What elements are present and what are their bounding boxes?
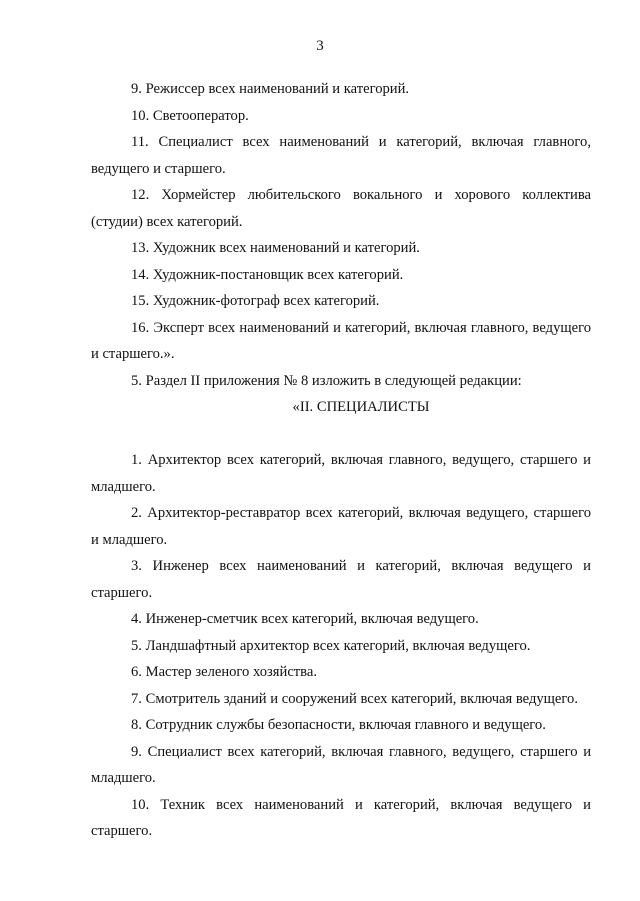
list-item: 11. Специалист всех наименований и категорий, включая главного, ведущего и старшего.: [91, 134, 591, 177]
page-number: 3: [316, 38, 324, 54]
list-item: 12. Хормейстер любительского вокального и хорового коллектива (студии) всех категорий.: [91, 187, 591, 230]
list-item: 8. Сотрудник службы безопасности, включая главного и ведущего.: [131, 717, 546, 733]
list-item: 6. Мастер зеленого хозяйства.: [131, 664, 318, 680]
list-item: 3. Инженер всех наименований и категорий, включая ведущего и старшего.: [91, 558, 591, 601]
list-item: 4. Инженер-сметчик всех категорий, включая ведущего.: [131, 611, 479, 627]
list-item: 9. Режиссер всех наименований и категорий.: [131, 81, 410, 97]
list-item: 7. Смотритель зданий и сооружений всех категорий, включая ведущего.: [131, 690, 578, 707]
list-item: 2. Архитектор-реставратор всех категорий, включая ведущего, старшего и младшего.: [91, 505, 591, 548]
list-item: 14. Художник-постановщик всех категорий.: [131, 266, 404, 283]
amendment-paragraph: 5. Раздел II приложения № 8 изложить в следующей редакции:: [131, 372, 522, 389]
document-body: [91, 76, 591, 845]
list-item: 5. Ландшафтный архитектор всех категорий, включая ведущего.: [131, 637, 531, 654]
section-spacer: [91, 421, 591, 448]
list-item: 13. Художник всех наименований и категорий.: [131, 240, 420, 256]
list-item: 10. Светооператор.: [131, 107, 249, 124]
section-heading: «II. СПЕЦИАЛИСТЫ: [292, 399, 430, 415]
list-item: 15. Художник-фотограф всех категорий.: [131, 293, 380, 309]
list-item: 1. Архитектор всех категорий, включая главного, ведущего, старшего и младшего.: [91, 452, 591, 495]
list-item: 10. Техник всех наименований и категорий, включая ведущего и старшего.: [91, 796, 591, 839]
list-item: 16. Эксперт всех наименований и категорий, включая главного, ведущего и старшего.».: [91, 319, 591, 362]
list-item: 9. Специалист всех категорий, включая главного, ведущего, старшего и младшего.: [91, 743, 591, 786]
